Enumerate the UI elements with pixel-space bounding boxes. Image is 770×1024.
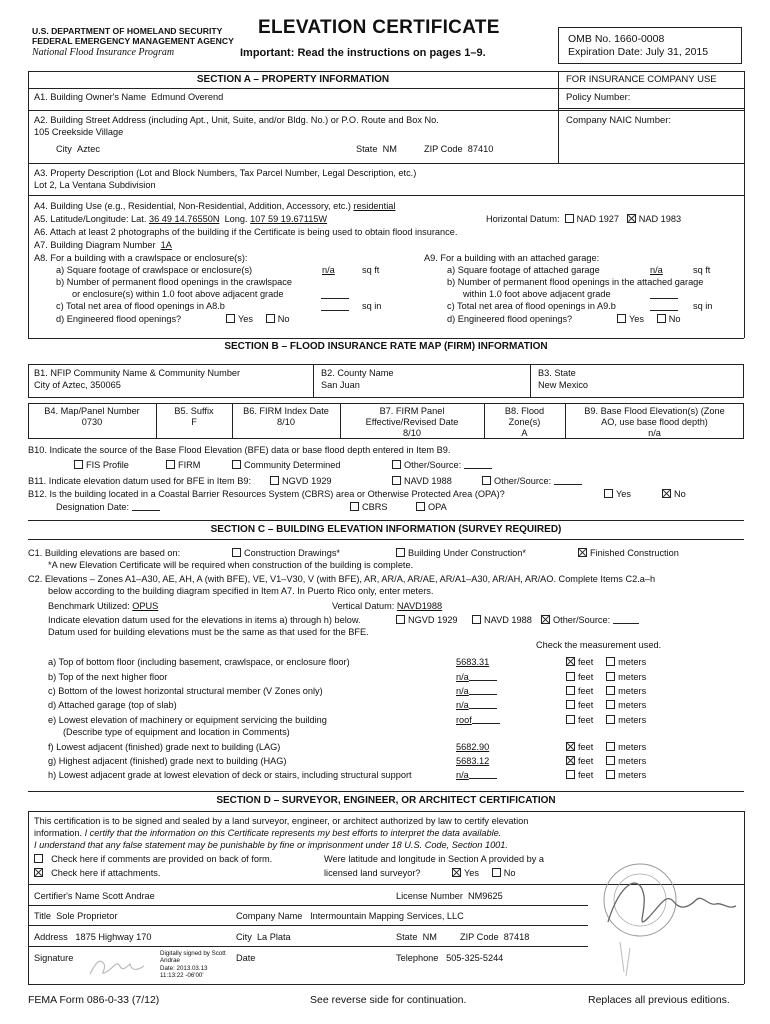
c2a-units: feet meters [566, 657, 646, 668]
under-construction-option: Building Under Construction* [396, 548, 526, 559]
opa-checkbox[interactable] [416, 502, 425, 511]
c2a-value[interactable]: 5683.31 [456, 657, 490, 667]
a3-label: A3. Property Description (Lot and Block Numbers, Tax Parcel Number, Legal Description, etc.) [34, 168, 417, 178]
a1-row [34, 92, 223, 103]
address-row: Address 1875 Highway 170 [34, 932, 152, 942]
indicate-datum-label: Indicate elevation datum used for the elevations in items a) through h) below. [48, 615, 361, 625]
c2a-label: a) Top of bottom floor (including basement, crawlspace, or enclosure floor) [48, 657, 350, 667]
a2-state: State NM [356, 144, 397, 154]
b10-label: B10. Indicate the source of the Base Flood Elevation (BFE) data or base flood depth entered in Item B9. [28, 445, 451, 455]
c2d-feet-checkbox[interactable] [566, 700, 575, 709]
replaces-note: Replaces all previous editions. [588, 994, 730, 1006]
comments-option: Check here if comments are provided on back of form. [34, 854, 272, 865]
c2e-label-2: (Describe type of equipment and location in Comments) [63, 727, 290, 737]
license-row: License Number NM9625 [396, 891, 503, 901]
a2-zip: ZIP Code 87410 [424, 144, 494, 154]
c2c-units: feet meters [566, 686, 646, 697]
c2g-label: g) Highest adjacent (finished) grade next to building (HAG) [48, 756, 287, 766]
title-row: Title Sole Proprietor [34, 911, 118, 921]
c2b-feet-checkbox[interactable] [566, 672, 575, 681]
b1-label: B1. NFIP Community Name & Community Number [34, 368, 241, 378]
c2-text-1: C2. Elevations – Zones A1–A30, AE, AH, A (with BFE), VE, V1–V30, V (with BFE), AR, AR/A, AR/AE, AR/A1–A30, AR/AH, AR/AO. Complete Items C2.a–h [28, 574, 656, 584]
surveyor-seal-icon [600, 852, 744, 980]
b5-value[interactable]: F [191, 416, 197, 427]
a3-value[interactable]: Lot 2, La Ventana Subdivision [34, 180, 156, 190]
b11-ngvd-checkbox[interactable] [270, 476, 279, 485]
digital-signature-note: Digitally signed by Scott Andrae Date: 2013.03.13 11:13:22 -06'00' [160, 950, 226, 980]
a9b-label-1: b) Number of permanent flood openings in the attached garage [447, 277, 704, 287]
other-source-option: Other/Source: [392, 460, 492, 471]
c2b-field [456, 672, 497, 683]
c1-note: *A new Elevation Certificate will be required when construction of the building is complete. [48, 560, 414, 570]
a9c-unit: sq in [693, 301, 713, 311]
continuation-note: See reverse side for continuation. [310, 994, 467, 1006]
cert-zip-row: ZIP Code 87418 [460, 932, 530, 942]
c2h-field [456, 770, 497, 781]
attachments-checkbox[interactable] [34, 868, 43, 877]
telephone-value[interactable]: 505-325-5244 [446, 953, 504, 963]
a6-label: A6. Attach at least 2 photographs of the building if the Certificate is being used to obtain flood insurance. [34, 227, 458, 237]
c2g-units: feet meters [566, 756, 646, 767]
c2b-meters-checkbox[interactable] [606, 672, 615, 681]
c2e-units: feet meters [566, 715, 646, 726]
horizontal-datum: Horizontal Datum: NAD 1927 NAD 1983 [486, 214, 682, 224]
c2c-feet-checkbox[interactable] [566, 686, 575, 695]
b12-label: B12. Is the building located in a Coastal Barrier Resources System (CBRS) area or Otherwise Protected Area (OPA)? [28, 489, 505, 499]
c2h-units: feet meters [566, 770, 646, 781]
b6-value[interactable]: 8/10 [277, 416, 295, 427]
b8-value[interactable]: A [521, 427, 528, 438]
b11-ngvd: NGVD 1929 [270, 476, 332, 487]
c2f-units: feet meters [566, 742, 646, 753]
a9a-value[interactable]: n/a [650, 265, 663, 275]
c2d-field [456, 700, 497, 711]
expiration-date: Expiration Date: July 31, 2015 [568, 46, 709, 58]
vertical-datum: Vertical Datum: NAVD1988 [332, 601, 443, 611]
c2g-value[interactable]: 5683.12 [456, 756, 490, 766]
a8b-label-2: or enclosure(s) within 1.0 foot above adjacent grade [72, 289, 284, 299]
form-number: FEMA Form 086-0-33 (7/12) [28, 994, 160, 1006]
a2-value[interactable]: 105 Creekside Village [34, 127, 124, 137]
c2d-value[interactable]: n/a [456, 700, 469, 710]
naic-number-label: Company NAIC Number: [566, 115, 672, 126]
b12-no-checkbox[interactable] [662, 489, 671, 498]
c2d-meters-checkbox[interactable] [606, 700, 615, 709]
b10-options: FIS Profile [74, 460, 129, 471]
c2c-label: c) Bottom of the lowest horizontal structural member (V Zones only) [48, 686, 323, 696]
c2f-value[interactable]: 5682.90 [456, 742, 490, 752]
cert-text-1: This certification is to be signed and sealed by a land surveyor, engineer, or architect authorized by law to certify elevation [34, 816, 529, 826]
a8c-label: c) Total net area of flood openings in A8.b [56, 301, 225, 311]
b1-value[interactable]: City of Aztec, 350065 [34, 380, 121, 390]
c1-label: C1. Building elevations are based on: [28, 548, 181, 558]
a9d-options: Yes No [617, 314, 681, 325]
b7-cell: B7. FIRM Panel Effective/Revised Date 8/10 [340, 406, 484, 439]
b6-cell: B6. FIRM Index Date 8/10 [232, 406, 340, 428]
latlong-question-1: Were latitude and longitude in Section A provided by a [324, 854, 544, 864]
a9d-no-checkbox[interactable] [657, 314, 666, 323]
c2f-feet-checkbox[interactable] [566, 742, 575, 751]
vertical-datum-value[interactable]: NAVD1988 [396, 601, 443, 611]
check-measurement-label: Check the measurement used. [536, 640, 662, 650]
c2-ngvd: NGVD 1929 [396, 615, 458, 626]
c2a-feet-checkbox[interactable] [566, 657, 575, 666]
company-row: Company Name Intermountain Mapping Services, LLC [236, 911, 464, 921]
section-c-title: SECTION C – BUILDING ELEVATION INFORMATION (SURVEY REQUIRED) [210, 524, 562, 535]
b11-label: B11. Indicate elevation datum used for BFE in Item B9: [28, 476, 252, 486]
fis-profile-checkbox[interactable] [74, 460, 83, 469]
longitude-value[interactable]: 107 59 19.67115W [250, 214, 328, 224]
a7-row: A7. Building Diagram Number 1A [34, 240, 172, 250]
b11-navd: NAVD 1988 [392, 476, 452, 487]
cert-text-2: information. I certify that the information on this Certificate represents my best efforts to interpret the data available. [34, 828, 502, 838]
latlong-yes-checkbox[interactable] [452, 868, 461, 877]
c2h-feet-checkbox[interactable] [566, 770, 575, 779]
a8a-value[interactable]: n/a [322, 265, 335, 275]
latlong-question-2: licensed land surveyor? [324, 868, 421, 878]
other-source-checkbox[interactable] [392, 460, 401, 469]
a5-row: A5. Latitude/Longitude: Lat. 36 49 14.76550N Long. 107 59 19.67115W [34, 214, 328, 224]
license-value[interactable]: NM9625 [468, 891, 503, 901]
c2c-value[interactable]: n/a [456, 686, 469, 696]
section-a-title: SECTION A – PROPERTY INFORMATION [196, 74, 390, 85]
certifier-row: Certifier's Name Scott Andrae [34, 891, 155, 901]
c2e-field [456, 715, 500, 726]
b8-cell: B8. Flood Zone(s) A [484, 406, 565, 439]
latlong-options: Yes No [452, 868, 516, 879]
a8d-yes-checkbox[interactable] [226, 314, 235, 323]
b12-no: No [662, 489, 686, 500]
a2-label: A2. Building Street Address (including Apt., Unit, Suite, and/or Bldg. No.) or P.O. Route and Box No. [34, 115, 439, 125]
nad1983-checkbox[interactable] [627, 214, 636, 223]
c2f-label: f) Lowest adjacent (finished) grade next to building (LAG) [48, 742, 281, 752]
construction-drawings-checkbox[interactable] [232, 548, 241, 557]
c2f-meters-checkbox[interactable] [606, 742, 615, 751]
finished-construction-checkbox[interactable] [578, 548, 587, 557]
b4-value[interactable]: 0730 [81, 416, 103, 427]
c2-other: Other/Source: [541, 615, 639, 626]
b12-yes-checkbox[interactable] [604, 489, 613, 498]
state-value[interactable]: NM [382, 144, 397, 154]
c2-other-input[interactable] [613, 615, 639, 624]
c2-other-checkbox[interactable] [541, 615, 550, 624]
important-note: Important: Read the instructions on pages 1–9. [240, 47, 486, 59]
page-title: ELEVATION CERTIFICATE [258, 17, 500, 38]
c2e-meters-checkbox[interactable] [606, 715, 615, 724]
city-value[interactable]: Aztec [76, 144, 100, 154]
c2c-meters-checkbox[interactable] [606, 686, 615, 695]
construction-drawings-option: Construction Drawings* [232, 548, 340, 559]
c2d-units: feet meters [566, 700, 646, 711]
a8b-label-1: b) Number of permanent flood openings in the crawlspace [56, 277, 292, 287]
cert-city-value[interactable]: La Plata [256, 932, 291, 942]
c2b-label: b) Top of the next higher floor [48, 672, 168, 682]
policy-number-label: Policy Number: [566, 92, 631, 103]
finished-construction-option: Finished Construction [578, 548, 679, 559]
community-determined-checkbox[interactable] [232, 460, 241, 469]
address-value[interactable]: 1875 Highway 170 [75, 932, 152, 942]
opa-option: OPA [416, 502, 447, 513]
c2e-feet-checkbox[interactable] [566, 715, 575, 724]
c2e-label: e) Lowest elevation of machinery or equipment servicing the building [48, 715, 327, 725]
c2c-field [456, 686, 497, 697]
a8d-options: Yes No [226, 314, 290, 325]
a8b-input[interactable] [321, 290, 349, 299]
b11-navd-checkbox[interactable] [392, 476, 401, 485]
firm-option: FIRM [166, 460, 200, 471]
title-value[interactable]: Sole Proprietor [56, 911, 118, 921]
cert-text-3: I understand that any false statement may be punishable by fine or imprisonment under 18 U.S. Code, Section 1001. [34, 840, 508, 850]
signature-label: Signature [34, 953, 74, 963]
designation-date-input[interactable] [132, 502, 160, 511]
cert-city-row: City La Plata [236, 932, 291, 942]
insurance-use-title: FOR INSURANCE COMPANY USE [566, 74, 717, 85]
a8c-input[interactable] [321, 302, 349, 311]
c2b-units: feet meters [566, 672, 646, 683]
designation-date: Designation Date: [56, 502, 160, 513]
cbrs-checkbox[interactable] [350, 502, 359, 511]
b7-value[interactable]: 8/10 [403, 427, 421, 438]
b12-yes: Yes [604, 489, 631, 500]
date-label: Date [236, 953, 256, 963]
a1-label: A1. Building Owner's Name [34, 92, 147, 102]
c2d-label: d) Attached garage (top of slab) [48, 700, 177, 710]
c2g-feet-checkbox[interactable] [566, 756, 575, 765]
c2-ngvd-checkbox[interactable] [396, 615, 405, 624]
a9c-input[interactable] [650, 302, 678, 311]
datum-note: Datum used for building elevations must be the same as that used for the BFE. [48, 627, 369, 637]
omb-number: OMB No. 1660-0008 [568, 33, 665, 45]
agency-line-2: FEDERAL EMERGENCY MANAGEMENT AGENCY [32, 36, 234, 46]
nad1927-checkbox[interactable] [565, 214, 574, 223]
a8d-label: d) Engineered flood openings? [56, 314, 182, 324]
c2h-meters-checkbox[interactable] [606, 770, 615, 779]
a8c-unit: sq in [362, 301, 382, 311]
a9d-yes-checkbox[interactable] [617, 314, 626, 323]
comments-checkbox[interactable] [34, 854, 43, 863]
company-value[interactable]: Intermountain Mapping Services, LLC [310, 911, 464, 921]
a2-city: City Aztec [56, 144, 100, 154]
a4-value[interactable]: residential [353, 201, 396, 211]
a8d-no-checkbox[interactable] [266, 314, 275, 323]
a8a-label: a) Square footage of crawlspace or enclosure(s) [56, 265, 253, 275]
a4-row: A4. Building Use (e.g., Residential, Non-Residential, Addition, Accessory, etc.) residential [34, 201, 396, 211]
c2a-meters-checkbox[interactable] [606, 657, 615, 666]
certifier-value[interactable]: Scott Andrae [102, 891, 155, 901]
c2e-value[interactable]: roof [456, 715, 472, 725]
section-d-title: SECTION D – SURVEYOR, ENGINEER, OR ARCHITECT CERTIFICATION [216, 795, 556, 806]
b9-cell: B9. Base Flood Elevation(s) (Zone AO, use base flood depth) n/a [565, 406, 744, 439]
cert-state-value[interactable]: NM [422, 932, 437, 942]
agency-line-1: U.S. DEPARTMENT OF HOMELAND SECURITY [32, 26, 223, 36]
program-name: National Flood Insurance Program [32, 47, 175, 58]
a9b-input[interactable] [650, 290, 678, 299]
latitude-value[interactable]: 36 49 14.76550N [148, 214, 220, 224]
a9-label: A9. For a building with an attached garage: [424, 253, 600, 263]
b3-value[interactable]: New Mexico [538, 380, 589, 390]
b11-other-checkbox[interactable] [482, 476, 491, 485]
a9d-label: d) Engineered flood openings? [447, 314, 573, 324]
a9c-label: c) Total net area of flood openings in A9.b [447, 301, 616, 311]
latlong-no-checkbox[interactable] [492, 868, 501, 877]
c2-text-2: below according to the building diagram specified in Item A7. In Puerto Rico only, enter meters. [48, 586, 434, 596]
b11-other: Other/Source: [482, 476, 582, 487]
b3-label: B3. State [538, 368, 576, 378]
b4-cell: B4. Map/Panel Number 0730 [28, 406, 156, 428]
benchmark: Benchmark Utilized: OPUS [48, 601, 159, 611]
community-option: Community Determined [232, 460, 341, 471]
b11-other-input[interactable] [554, 476, 582, 485]
c2h-value[interactable]: n/a [456, 770, 469, 780]
b2-value[interactable]: San Juan [321, 380, 360, 390]
a7-value[interactable]: 1A [160, 240, 172, 250]
telephone-row: Telephone 505-325-5244 [396, 953, 504, 963]
other-source-input[interactable] [464, 460, 492, 469]
zip-value[interactable]: 87410 [467, 144, 494, 154]
c2b-value[interactable]: n/a [456, 672, 469, 682]
c2-navd: NAVD 1988 [472, 615, 532, 626]
a9b-label-2: within 1.0 foot above adjacent grade [463, 289, 611, 299]
c2h-label: h) Lowest adjacent grade at lowest elevation of deck or stairs, including structural support [48, 770, 412, 780]
benchmark-value[interactable]: OPUS [132, 601, 159, 611]
firm-checkbox[interactable] [166, 460, 175, 469]
a8a-unit: sq ft [362, 265, 380, 275]
under-construction-checkbox[interactable] [396, 548, 405, 557]
c2-navd-checkbox[interactable] [472, 615, 481, 624]
c2g-meters-checkbox[interactable] [606, 756, 615, 765]
b5-cell: B5. Suffix F [156, 406, 232, 428]
cbrs-option: CBRS [350, 502, 388, 513]
cert-zip-value[interactable]: 87418 [503, 932, 530, 942]
section-b-title: SECTION B – FLOOD INSURANCE RATE MAP (FIRM) INFORMATION [224, 341, 548, 352]
a9a-label: a) Square footage of attached garage [447, 265, 600, 275]
a8-label: A8. For a building with a crawlspace or enclosure(s): [34, 253, 248, 263]
a1-value[interactable]: Edmund Overend [151, 92, 224, 102]
attachments-option: Check here if attachments. [34, 868, 160, 879]
a9a-unit: sq ft [693, 265, 711, 275]
signature-mark-icon [86, 952, 152, 980]
b9-value[interactable]: n/a [648, 427, 661, 438]
cert-state-row: State NM [396, 932, 437, 942]
b2-label: B2. County Name [321, 368, 394, 378]
